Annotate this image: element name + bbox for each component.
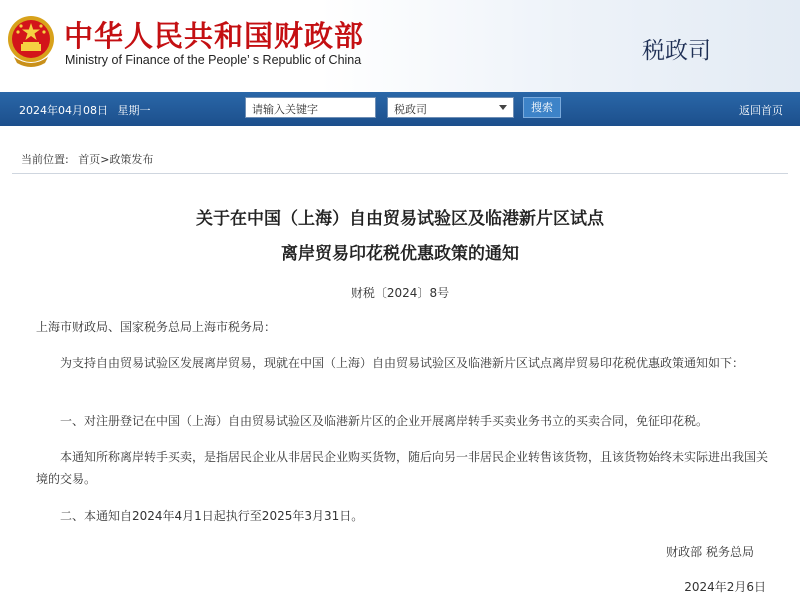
paragraph-intro: 为支持自由贸易试验区发展离岸贸易，现就在中国（上海）自由贸易试验区及临港新片区试点离岸贸易印花税优惠政策通知如下：: [60, 356, 745, 370]
ministry-name-cn: 中华人民共和国财政部: [64, 19, 365, 53]
issuer: 财政部 税务总局: [666, 545, 754, 559]
breadcrumb: [12, 151, 788, 174]
article-title-line1: 关于在中国（上海）自由贸易试验区及临港新片区试点: [196, 209, 604, 229]
search-scope-select[interactable]: [387, 97, 514, 118]
document-number: 财税〔2024〕8号: [350, 286, 450, 300]
current-date: [19, 102, 151, 118]
national-emblem-icon: [6, 13, 56, 69]
date-text: 2024年04月08日: [19, 104, 108, 117]
paragraph-article-2: 二、本通知自2024年4月1日起执行至2025年3月31日。: [60, 509, 364, 523]
breadcrumb-label: 当前位置:: [21, 153, 69, 166]
breadcrumb-separator: >: [100, 153, 110, 166]
site-header: [0, 0, 800, 92]
department-title: 税政司: [642, 38, 711, 64]
top-nav-bar: [0, 92, 800, 126]
search-input[interactable]: 请输入关键字: [245, 97, 376, 118]
search-scope-value: 税政司: [394, 103, 427, 116]
home-link[interactable]: 返回首页: [739, 104, 783, 117]
chevron-down-icon: [499, 105, 507, 110]
weekday-text: 星期一: [117, 104, 151, 117]
ministry-name-en: Ministry of Finance of the People’ s Republic of China: [65, 53, 362, 67]
paragraph-definition: 本通知所称离岸转手买卖，是指居民企业从非居民企业购买货物，随后向另一非居民企业转售该货物，且该货物始终未实际进出我国关境的交易。: [36, 450, 769, 486]
issue-date: 2024年2月6日: [684, 580, 766, 594]
article-title-line2: 离岸贸易印花税优惠政策的通知: [281, 244, 519, 264]
recipients: 上海市财政局、国家税务总局上海市税务局：: [36, 320, 277, 334]
paragraph-article-1: 一、对注册登记在中国（上海）自由贸易试验区及临港新片区的企业开展离岸转手买卖业务书立的买卖合同，免征印花税。: [60, 414, 709, 428]
breadcrumb-section-link[interactable]: 政策发布: [109, 153, 154, 166]
search-button[interactable]: 搜索: [523, 97, 561, 118]
breadcrumb-home-link[interactable]: 首页: [78, 153, 101, 166]
